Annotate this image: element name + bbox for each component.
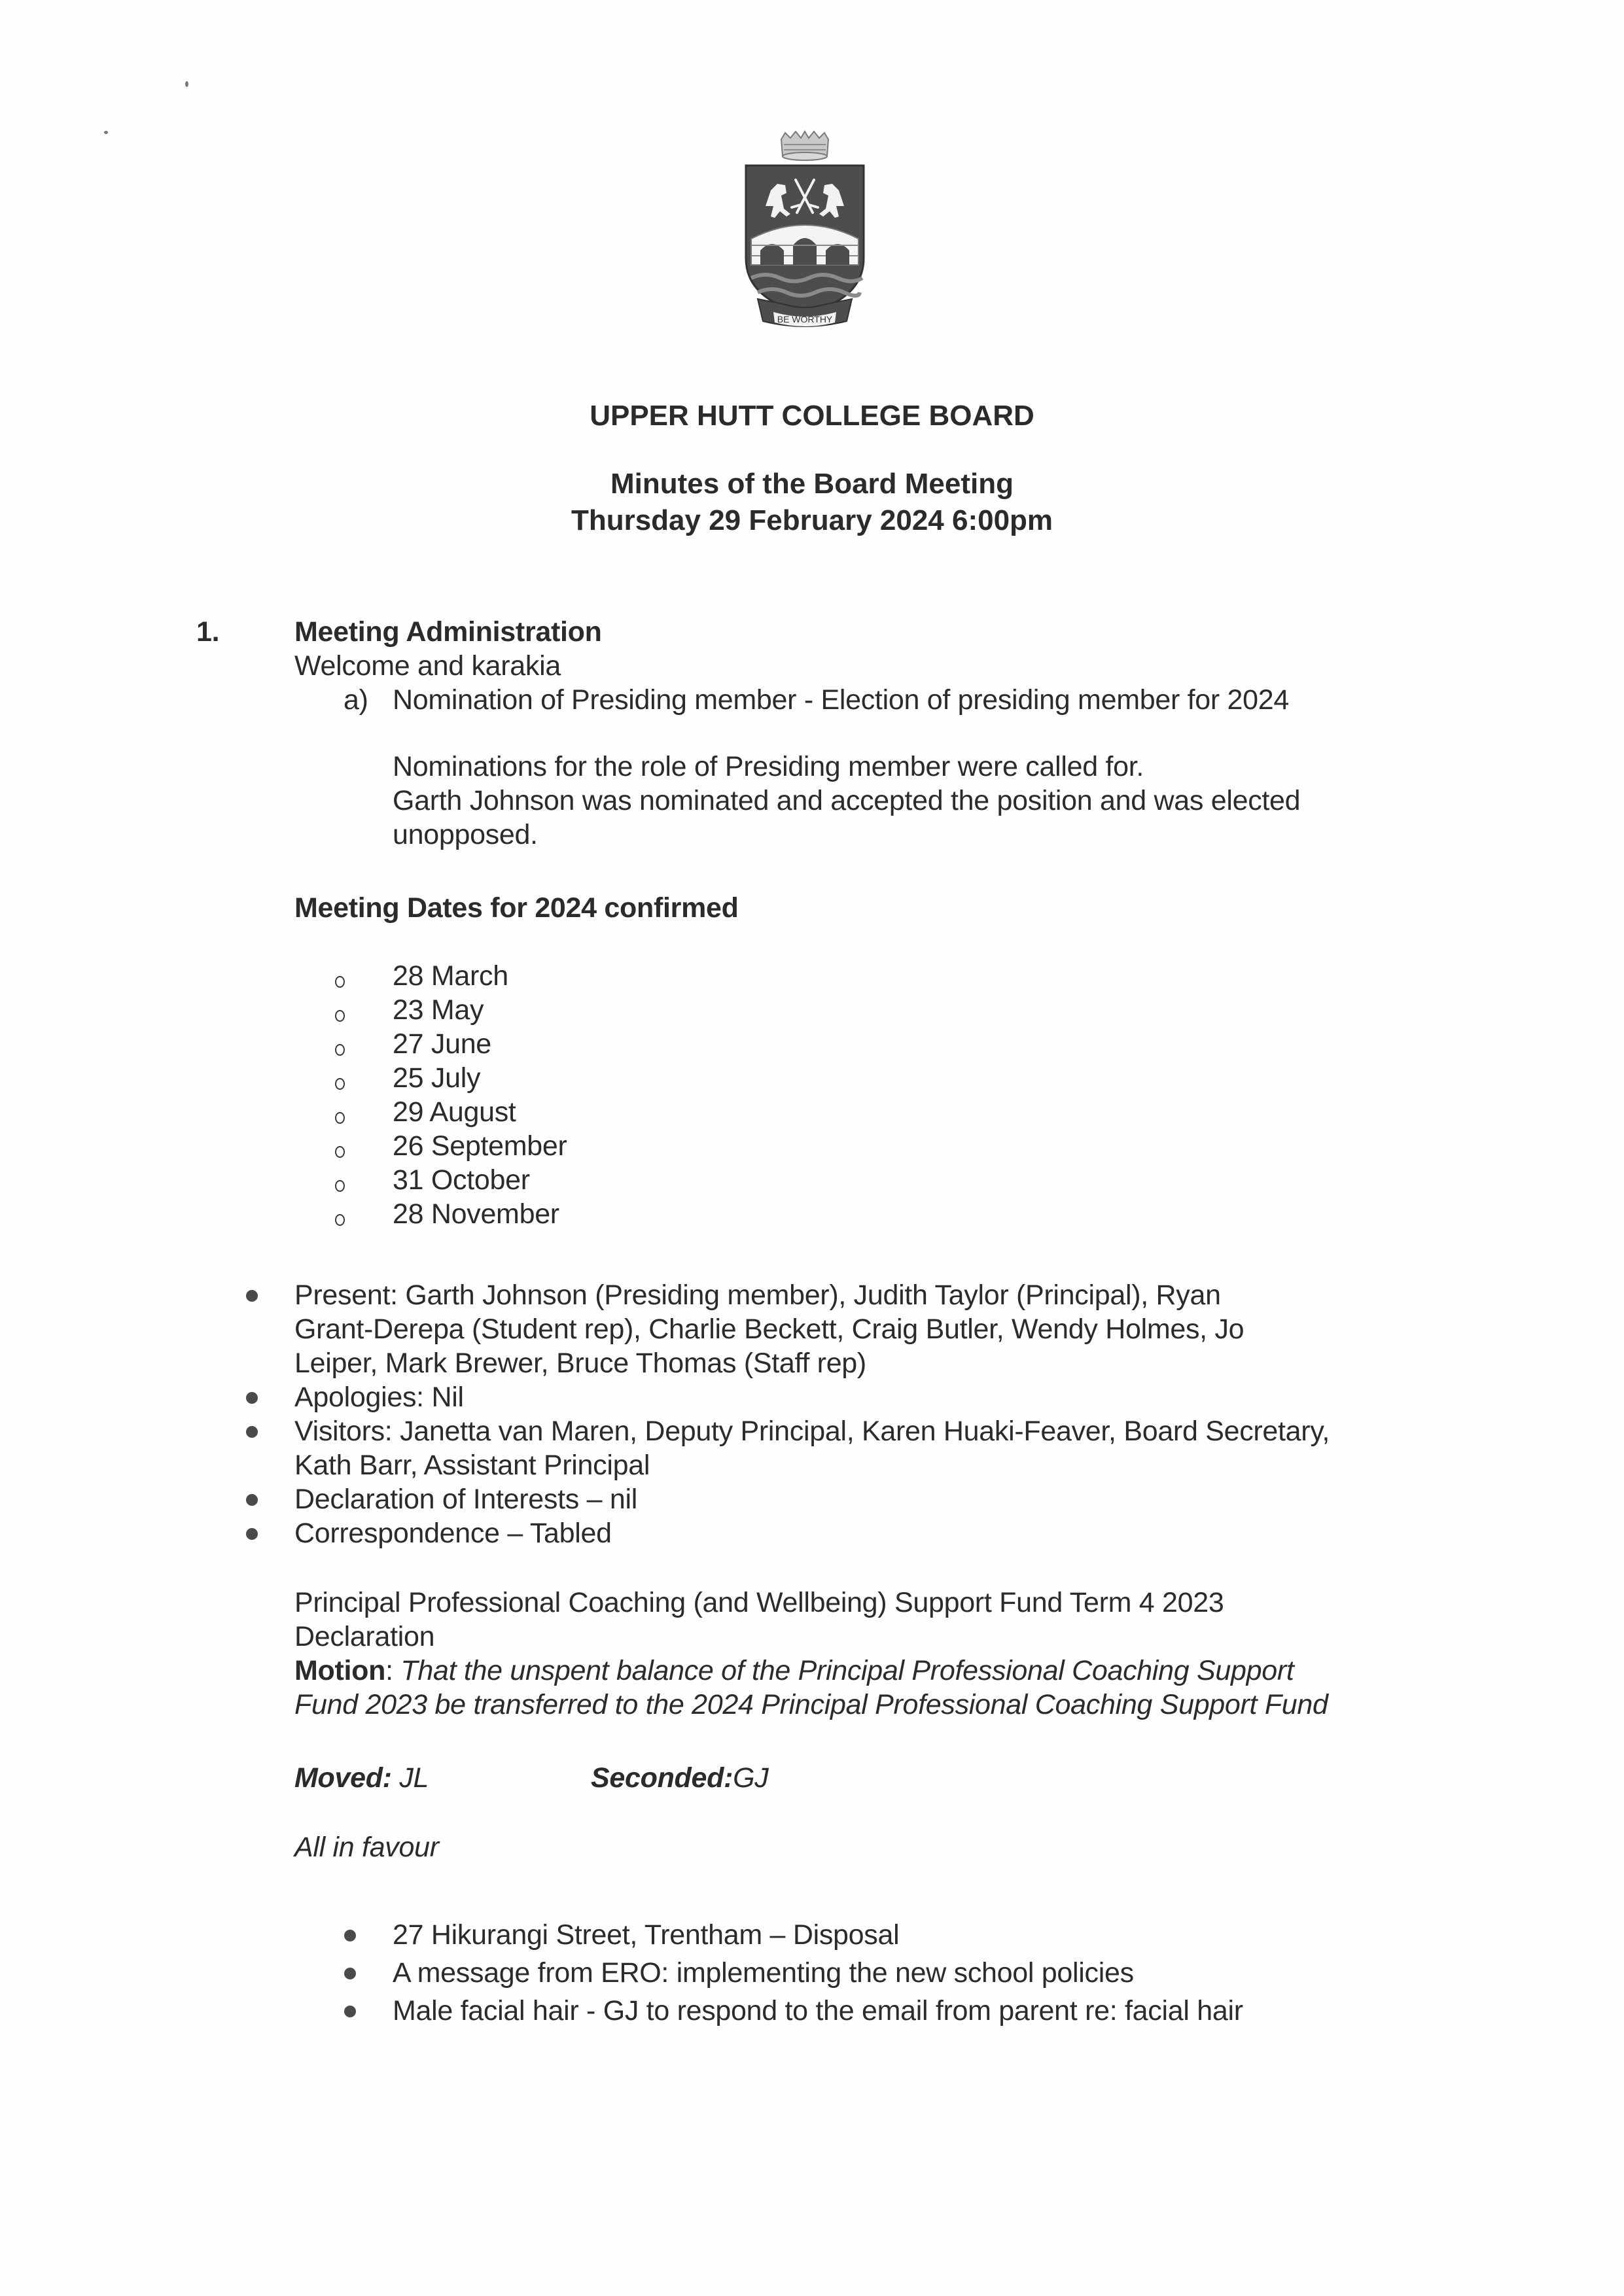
school-crest-logo <box>732 128 878 330</box>
crown-icon <box>781 131 828 160</box>
meeting-date-item: 27 June <box>393 1028 491 1060</box>
crest-motto: BE WORTHY <box>777 314 833 324</box>
bullet-icon <box>246 1528 258 1540</box>
meeting-date-item: 26 September <box>393 1130 567 1162</box>
hollow-bullet-icon <box>335 1214 345 1226</box>
meeting-date-item: 23 May <box>393 994 484 1026</box>
bullet-icon <box>344 1930 356 1941</box>
meeting-date-item: 31 October <box>393 1164 530 1196</box>
meeting-dates-heading: Meeting Dates for 2024 confirmed <box>294 892 739 924</box>
hollow-bullet-icon <box>335 1010 345 1022</box>
correspondence-item: 27 Hikurangi Street, Trentham – Disposal <box>393 1919 900 1951</box>
motion-text-cont: Fund 2023 be transferred to the 2024 Principal Professional Coaching Support Fund <box>294 1689 1328 1720</box>
bullet-icon <box>344 1968 356 1979</box>
moved-by <box>294 1761 429 1795</box>
moved-label: Moved: <box>294 1762 392 1794</box>
bullet-icon <box>246 1392 258 1404</box>
visitors-line: Kath Barr, Assistant Principal <box>294 1450 650 1481</box>
fund-declaration-line: Declaration <box>294 1621 435 1652</box>
bullet-icon <box>246 1494 258 1506</box>
seconded-label: Seconded: <box>591 1762 733 1794</box>
correspondence-line: Correspondence – Tabled <box>294 1518 612 1549</box>
hollow-bullet-icon <box>335 1078 345 1090</box>
present-line: Present: Garth Johnson (Presiding member), Judith Taylor (Principal), Ryan <box>294 1279 1221 1311</box>
meeting-date: Thursday 29 February 2024 6:00pm <box>571 504 1053 536</box>
meeting-date-item: 28 March <box>393 960 508 992</box>
item-a-text: Nomination of Presiding member - Election of presiding member for 2024 <box>393 684 1289 716</box>
moved-value: JL <box>391 1762 429 1794</box>
motion-line <box>294 1654 1294 1688</box>
meeting-date-item: 28 November <box>393 1198 559 1230</box>
nomination-line: Garth Johnson was nominated and accepted the position and was elected <box>393 785 1301 816</box>
bullet-icon <box>246 1426 258 1438</box>
correspondence-item: Male facial hair - GJ to respond to the email from parent re: facial hair <box>393 1995 1243 2026</box>
motion-text: That the unspent balance of the Principal Professional Coaching Support <box>393 1655 1294 1686</box>
present-line: Leiper, Mark Brewer, Bruce Thomas (Staff rep) <box>294 1348 866 1379</box>
motion-colon: : <box>385 1655 393 1686</box>
bullet-icon <box>246 1290 258 1302</box>
item-a-label: a) <box>344 684 368 716</box>
hollow-bullet-icon <box>335 1180 345 1192</box>
hollow-bullet-icon <box>335 1112 345 1124</box>
seconded-by <box>591 1761 768 1795</box>
scan-speck <box>185 81 188 87</box>
section-number: 1. <box>196 616 220 648</box>
welcome-text: Welcome and karakia <box>294 650 561 682</box>
present-line: Grant-Derepa (Student rep), Charlie Beckett, Craig Butler, Wendy Holmes, Jo <box>294 1313 1244 1345</box>
meeting-date-item: 25 July <box>393 1062 481 1094</box>
document-title: Minutes of the Board Meeting <box>610 468 1014 500</box>
hollow-bullet-icon <box>335 1146 345 1158</box>
seconded-value: GJ <box>733 1762 769 1794</box>
section-heading: Meeting Administration <box>294 616 602 648</box>
vote-result: All in favour <box>294 1832 439 1863</box>
bullet-icon <box>344 2006 356 2017</box>
hollow-bullet-icon <box>335 976 345 988</box>
correspondence-item: A message from ERO: implementing the new school policies <box>393 1957 1134 1989</box>
fund-declaration-line: Principal Professional Coaching (and Wellbeing) Support Fund Term 4 2023 <box>294 1587 1224 1618</box>
org-title: UPPER HUTT COLLEGE BOARD <box>590 400 1034 432</box>
declaration-line: Declaration of Interests – nil <box>294 1484 637 1515</box>
motion-label: Motion <box>294 1655 386 1686</box>
apologies-line: Apologies: Nil <box>294 1382 464 1413</box>
hollow-bullet-icon <box>335 1044 345 1056</box>
nomination-line: Nominations for the role of Presiding member were called for. <box>393 751 1144 782</box>
scan-speck <box>104 131 108 134</box>
nomination-line: unopposed. <box>393 819 538 850</box>
visitors-line: Visitors: Janetta van Maren, Deputy Principal, Karen Huaki-Feaver, Board Secretary, <box>294 1416 1330 1447</box>
meeting-date-item: 29 August <box>393 1096 516 1128</box>
